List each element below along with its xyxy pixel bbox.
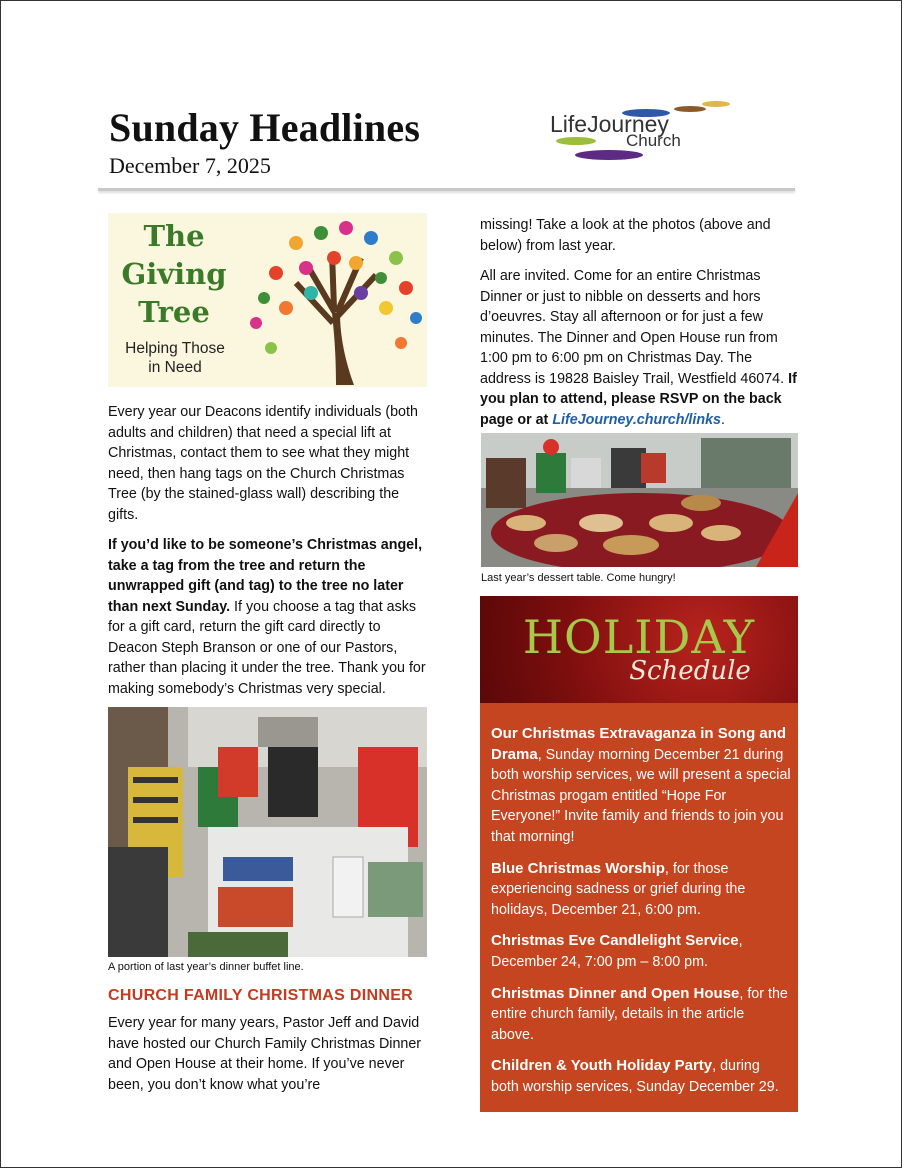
handprint-tree-image	[236, 213, 427, 387]
giving-tree-subtitle: Helping Those in Need	[125, 340, 225, 376]
invite-paragraph: All are invited. Come for an entire Christmas Dinner or just to nibble on desserts and hors d’oeuvres. Stay all afternoon or for just a few minutes. The Dinner and Open House run from 1:00 pm to 6:00 pm on Christmas Day. The address is 19828 Baisley Trail, Westfield 46074. If you plan to attend, please RSVP on the back page or at LifeJourney.church/links.	[480, 268, 797, 428]
schedule-item: Blue Christmas Worship, for those experiencing sadness or grief during the holidays, December 21, 6:00 pm.	[491, 859, 746, 918]
holiday-schedule-box	[480, 596, 798, 1112]
left-column	[108, 402, 428, 709]
buffet-caption: A portion of last year’s dinner buffet line.	[108, 961, 304, 973]
schedule-subtitle: Schedule	[629, 656, 751, 686]
continued-paragraph: missing! Take a look at the photos (above and below) from last year.	[480, 217, 771, 254]
dinner-heading: CHURCH FAMILY CHRISTMAS DINNER	[108, 987, 414, 1004]
schedule-item: Children & Youth Holiday Party, during both worship services, Sunday December 29.	[491, 1057, 779, 1095]
dessert-table-photo	[481, 433, 798, 567]
giving-tree-title: The Giving Tree	[121, 219, 227, 329]
schedule-item: Christmas Dinner and Open House, for the entire church family, details in the article above.	[491, 984, 788, 1043]
dinner-paragraph: Every year for many years, Pastor Jeff and David have hosted our Church Family Christmas Dinner and Open House at their home. If you’ve never been, you don’t know what you’re	[108, 1015, 422, 1093]
buffet-line-photo	[108, 707, 427, 957]
schedule-list	[491, 724, 791, 1109]
right-column	[480, 215, 800, 440]
holiday-title: HOLIDAY	[522, 610, 756, 664]
schedule-item: Our Christmas Extravaganza in Song and Drama, Sunday morning December 21 during both worship services, we will present a special Christmas progam entitled “Hope For Everyone!” Invite family and friends to join you that morning!	[491, 725, 791, 845]
christmas-angel-paragraph: If you’d like to be someone’s Christmas angel, take a tag from the tree and return the unwrapped gift (and tag) to the tree no later than next Sunday. If you choose a tag that asks for a gift card, return the gift card directly to Deacon Steph Branson or one of our Pastors, rather than placing it under the tree. Thank you for making somebody’s Christmas very special.	[108, 537, 426, 697]
page-date: December 7, 2025	[109, 153, 271, 178]
giving-tree-graphic	[108, 213, 427, 387]
header-divider	[98, 188, 795, 191]
holiday-banner	[480, 596, 798, 703]
rsvp-link[interactable]: LifeJourney.church/links	[552, 411, 722, 428]
logo-text-sub: Church	[626, 131, 681, 150]
giving-tree-paragraph: Every year our Deacons identify individuals (both adults and children) that need a special lift at Christmas, contact them to see what they might need, then hang tags on the Church Christmas Tree (by the stained-glass wall) describing the gifts.	[108, 404, 418, 523]
page-title: Sunday Headlines	[109, 105, 421, 150]
church-logo	[546, 99, 736, 165]
dessert-caption: Last year’s dessert table. Come hungry!	[481, 572, 676, 584]
schedule-item: Christmas Eve Candlelight Service, December 24, 7:00 pm – 8:00 pm.	[491, 932, 743, 970]
logo-text-main: LifeJourney	[550, 111, 669, 137]
dinner-paragraph-container	[108, 1013, 428, 1105]
